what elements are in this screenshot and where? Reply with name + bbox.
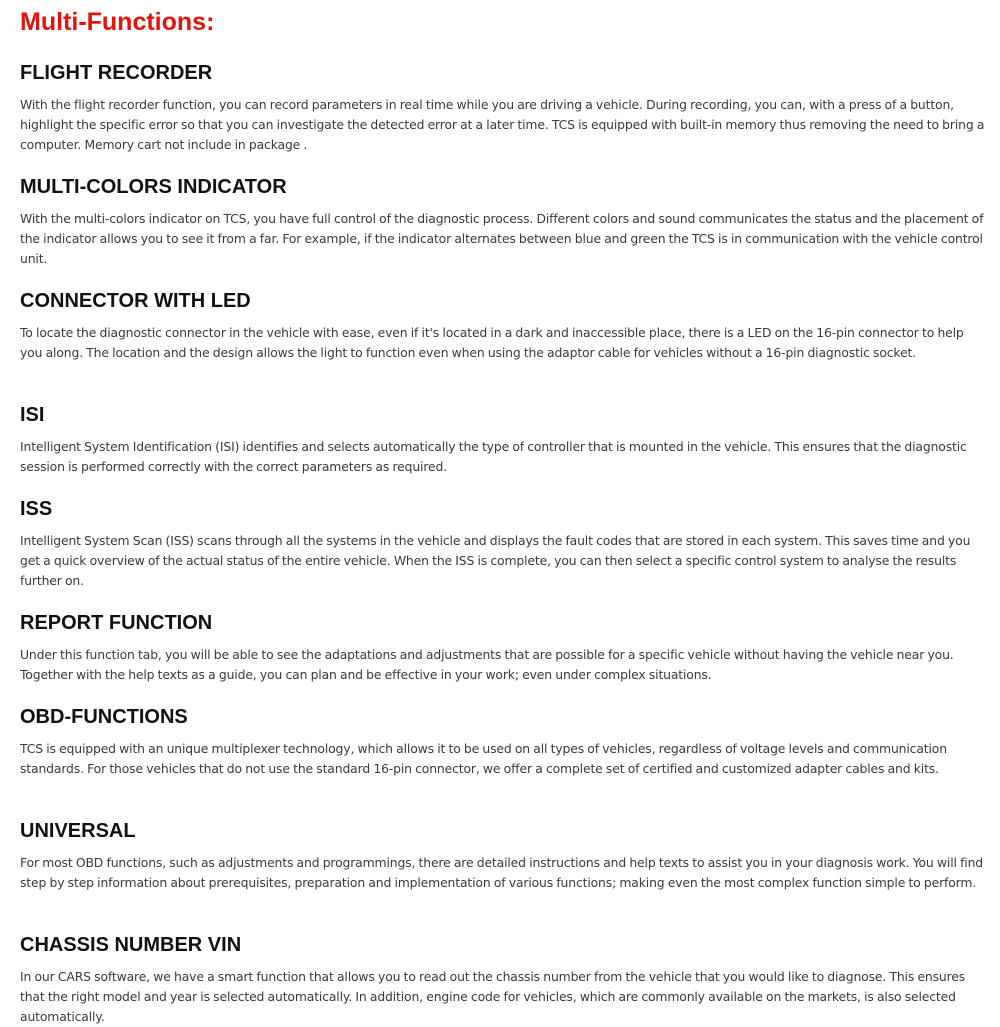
- section-universal: [20, 799, 986, 913]
- section-heading: CONNECTOR WITH LED: [20, 290, 251, 312]
- section-heading: MULTI-COLORS INDICATOR: [20, 176, 287, 198]
- section-body: With the multi-colors indicator on TCS, you have full control of the diagnostic process. Different colors and sound communicates the status and the placement of the indicator allows you to see it from a far. For example, if the indicator alternates between blue and green the TCS is in communication with the vehicle control unit.: [20, 211, 984, 266]
- section-heading: FLIGHT RECORDER: [20, 62, 213, 84]
- section-iss: [20, 477, 986, 591]
- section-heading: OBD-FUNCTIONS: [20, 706, 188, 728]
- section-body: With the flight recorder function, you can record parameters in real time while you are driving a vehicle. During recording, you can, with a press of a button, highlight the specific error so that you can investigate the detected error at a later time. TCS is equipped with built-in memory thus removing the need to bring a computer. Memory cart not include in package .: [20, 97, 985, 152]
- section-heading: ISI: [20, 404, 45, 426]
- section-body: Intelligent System Identification (ISI) identifies and selects automatically the type of controller that is mounted in the vehicle. This ensures that the diagnostic session is performed correctly with the correct parameters as required.: [20, 439, 967, 474]
- section-body: To locate the diagnostic connector in the vehicle with ease, even if it's located in a dark and inaccessible place, there is a LED on the 16-pin connector to help you along. The location and the design allows the light to function even when using the adaptor cable for vehicles without a 16-pin diagnostic socket.: [20, 325, 964, 360]
- section-body: Under this function tab, you will be able to see the adaptations and adjustments that are possible for a specific vehicle without having the vehicle near you. Together with the help texts as a guide, you can plan and be effective in your work; even under complex situations.: [20, 647, 954, 682]
- section-report-function: [20, 591, 986, 685]
- section-chassis-number-vin: [20, 913, 986, 1027]
- section-heading: ISS: [20, 498, 53, 520]
- section-flight-recorder: [20, 41, 986, 155]
- section-body: In our CARS software, we have a smart function that allows you to read out the chassis number from the vehicle that you would like to diagnose. This ensures that the right model and year is selected automatically. In addition, engine code for vehicles, which are commonly available on the markets, is also selected automatically.: [20, 969, 966, 1024]
- section-multi-colors-indicator: [20, 155, 986, 269]
- section-body: TCS is equipped with an unique multiplexer technology, which allows it to be used on all types of vehicles, regardless of voltage levels and communication standards. For those vehicles that do not use the standard 16-pin connector, we offer a complete set of certified and customized adapter cables and kits.: [20, 741, 947, 776]
- section-heading: REPORT FUNCTION: [20, 612, 213, 634]
- section-heading: CHASSIS NUMBER VIN: [20, 934, 242, 956]
- section-isi: [20, 383, 986, 477]
- section-heading: UNIVERSAL: [20, 820, 136, 842]
- section-obd-functions: [20, 685, 986, 799]
- page-title: Multi-Functions:: [20, 8, 215, 36]
- section-connector-with-led: [20, 269, 986, 383]
- section-body: Intelligent System Scan (ISS) scans through all the systems in the vehicle and displays the fault codes that are stored in each system. This saves time and you get a quick overview of the actual status of the entire vehicle. When the ISS is complete, you can then select a specific control system to analyse the results further on.: [20, 533, 971, 588]
- section-body: For most OBD functions, such as adjustments and programmings, there are detailed instructions and help texts to assist you in your diagnosis work. You will find step by step information about prerequisites, preparation and implementation of various functions; making even the most complex function simple to perform.: [20, 855, 984, 890]
